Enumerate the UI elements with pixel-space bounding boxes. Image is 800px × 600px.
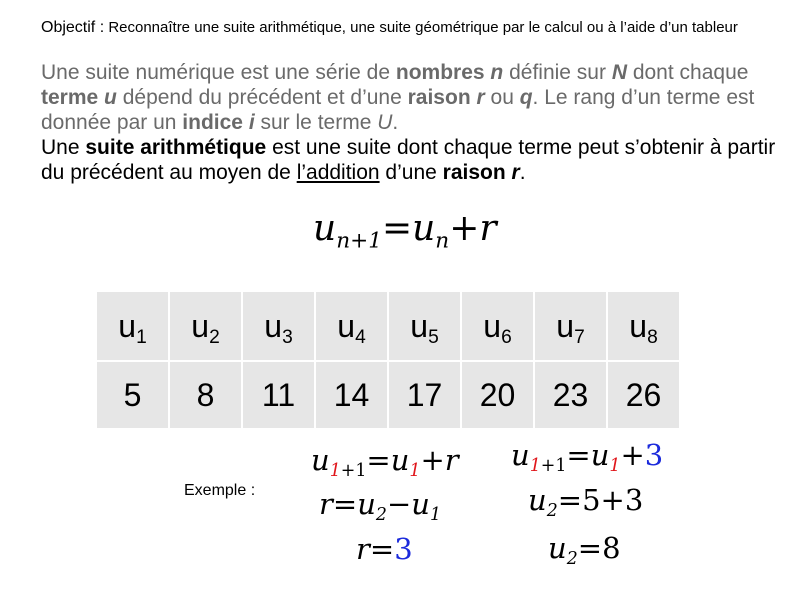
table-value-cell: 17 (389, 362, 462, 428)
table-value-cell: 20 (462, 362, 535, 428)
table-value-cell: 5 (97, 362, 170, 428)
example-left-line-3: r=3 (356, 532, 413, 566)
example-label: Exemple : (184, 482, 256, 499)
definition-suite-arithmetique: Une suite arithmétique est une suite dont chaque terme peut s’obtenir à partir du précédent au moyen de l’addition d’une raison r. (41, 136, 776, 184)
table-value-cell: 8 (170, 362, 243, 428)
table-header-cell: $u_3$ (243, 292, 316, 362)
table-header-cell: $u_5$ (389, 292, 462, 362)
objective-text: Reconnaître une suite arithmétique, une suite géométrique par le calcul ou à l’aide d’un tableur (108, 19, 738, 36)
example-left-line-1: $u_{1+1}=u_1+r$ (311, 443, 459, 482)
table-header-cell: $u_8$ (608, 292, 679, 362)
definition-suite-numerique: Une suite numérique est une série de nombres n définie sur N dont chaque terme u dépend du précédent et d’une raison r ou q. Le rang d’un terme est donnée par un indice i sur le terme U. (41, 61, 755, 134)
table-header-cell: $u_1$ (97, 292, 170, 362)
table-header-cell: $u_6$ (462, 292, 535, 362)
recurrence-formula: $u_{n+1}=u_n+r$ (313, 208, 497, 254)
sequence-table (97, 292, 679, 428)
example-right-line-1: $u_{1+1}=u_1+3$ (511, 438, 664, 477)
example-right-line-2: $u_2=5+3$ (528, 483, 644, 522)
table-header-cell: $u_7$ (535, 292, 608, 362)
objective-line (41, 18, 738, 38)
table-header-row (97, 292, 679, 362)
table-value-cell: 14 (316, 362, 389, 428)
example-right-line-3: $u_2=8$ (548, 531, 621, 570)
table-value-cell: 23 (535, 362, 608, 428)
table-values-row (97, 362, 679, 428)
example-left-line-2: $r=u_2-u_1$ (319, 487, 442, 526)
table-value-cell: 26 (625, 376, 662, 413)
table-header-cell: $u_2$ (170, 292, 243, 362)
objective-label: Objectif : (41, 19, 105, 36)
table-value-cell: 11 (243, 362, 316, 428)
intro-paragraph (41, 60, 781, 185)
table-header-cell: $u_4$ (316, 292, 389, 362)
